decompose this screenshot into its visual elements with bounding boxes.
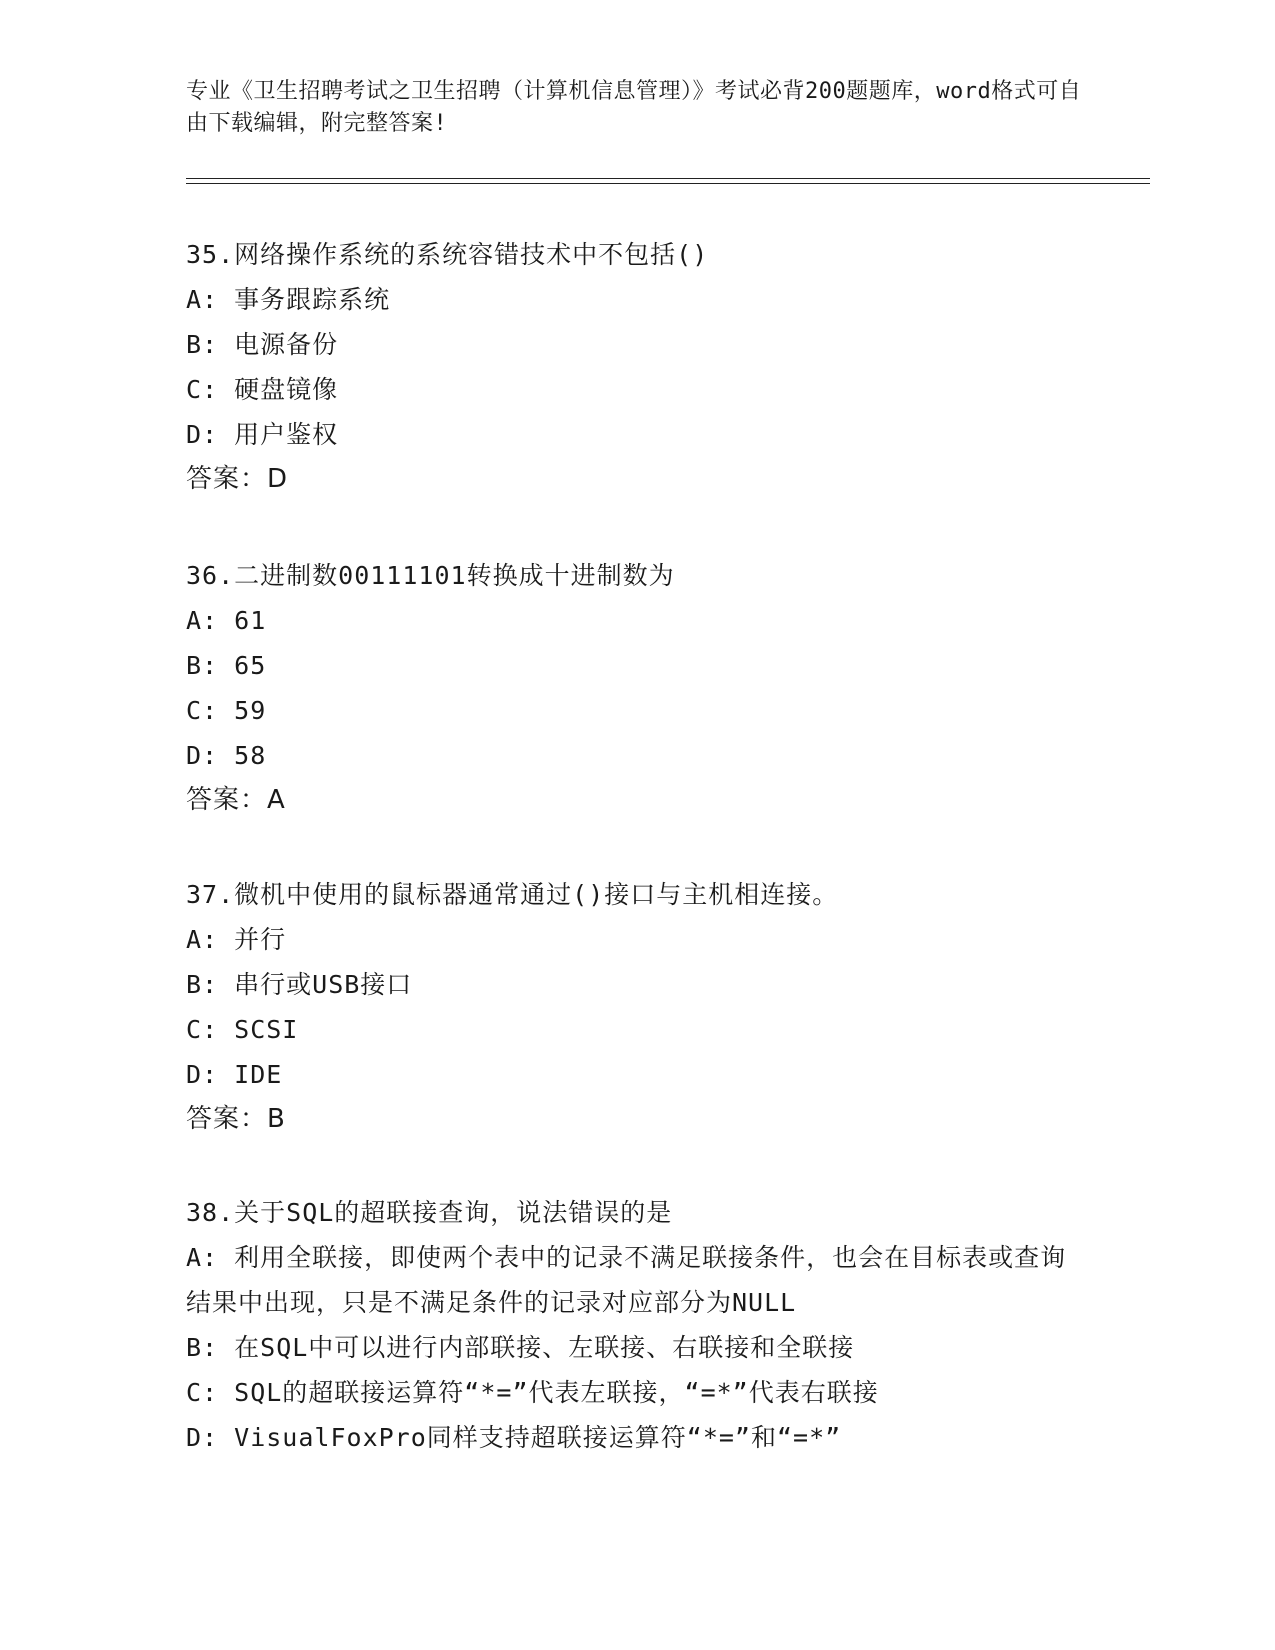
question-stem: 37.微机中使用的鼠标器通常通过()接口与主机相连接。 [186,880,839,909]
option-d: D: IDE [186,1060,283,1089]
option-d: D: 用户鉴权 [186,420,339,449]
option-c: C: 硬盘镜像 [186,375,339,404]
option-b: B: 在SQL中可以进行内部联接、左联接、右联接和全联接 [186,1333,855,1362]
question-stem: 38.关于SQL的超联接查询，说法错误的是 [186,1198,673,1227]
option-c: C: SCSI [186,1015,299,1044]
answer-line: 答案：B [186,1104,286,1134]
question-stem: 36.二进制数00111101转换成十进制数为 [186,561,675,590]
option-c: C: 59 [186,696,267,725]
option-b: B: 串行或USB接口 [186,970,413,999]
document-header: 专业《卫生招聘考试之卫生招聘（计算机信息管理）》考试必背200题题库，word格式可自由下载编辑，附完整答案! [186,79,1082,136]
option-a: A: 61 [186,606,267,635]
question-36 [186,553,1086,823]
question-37 [186,872,1086,1142]
option-c: C: SQL的超联接运算符“*=”代表左联接，“=*”代表右联接 [186,1378,879,1407]
option-a: A: 并行 [186,925,287,954]
option-d: D: 58 [186,741,267,770]
header-divider-bottom [186,183,1150,184]
question-stem: 35.网络操作系统的系统容错技术中不包括() [186,240,709,269]
answer-line: 答案：D [186,464,289,494]
option-d: D: VisualFoxPro同样支持超联接运算符“*=”和“=*” [186,1423,842,1452]
option-b: B: 65 [186,651,267,680]
question-35 [186,232,1086,502]
header-divider-top [186,178,1150,179]
option-a: A: 利用全联接，即使两个表中的记录不满足联接条件，也会在目标表或查询结果中出现，只是不满足条件的记录对应部分为NULL [186,1243,1067,1317]
question-38 [186,1190,1086,1460]
option-a: A: 事务跟踪系统 [186,285,391,314]
answer-line: 答案：A [186,785,286,815]
option-b: B: 电源备份 [186,330,339,359]
